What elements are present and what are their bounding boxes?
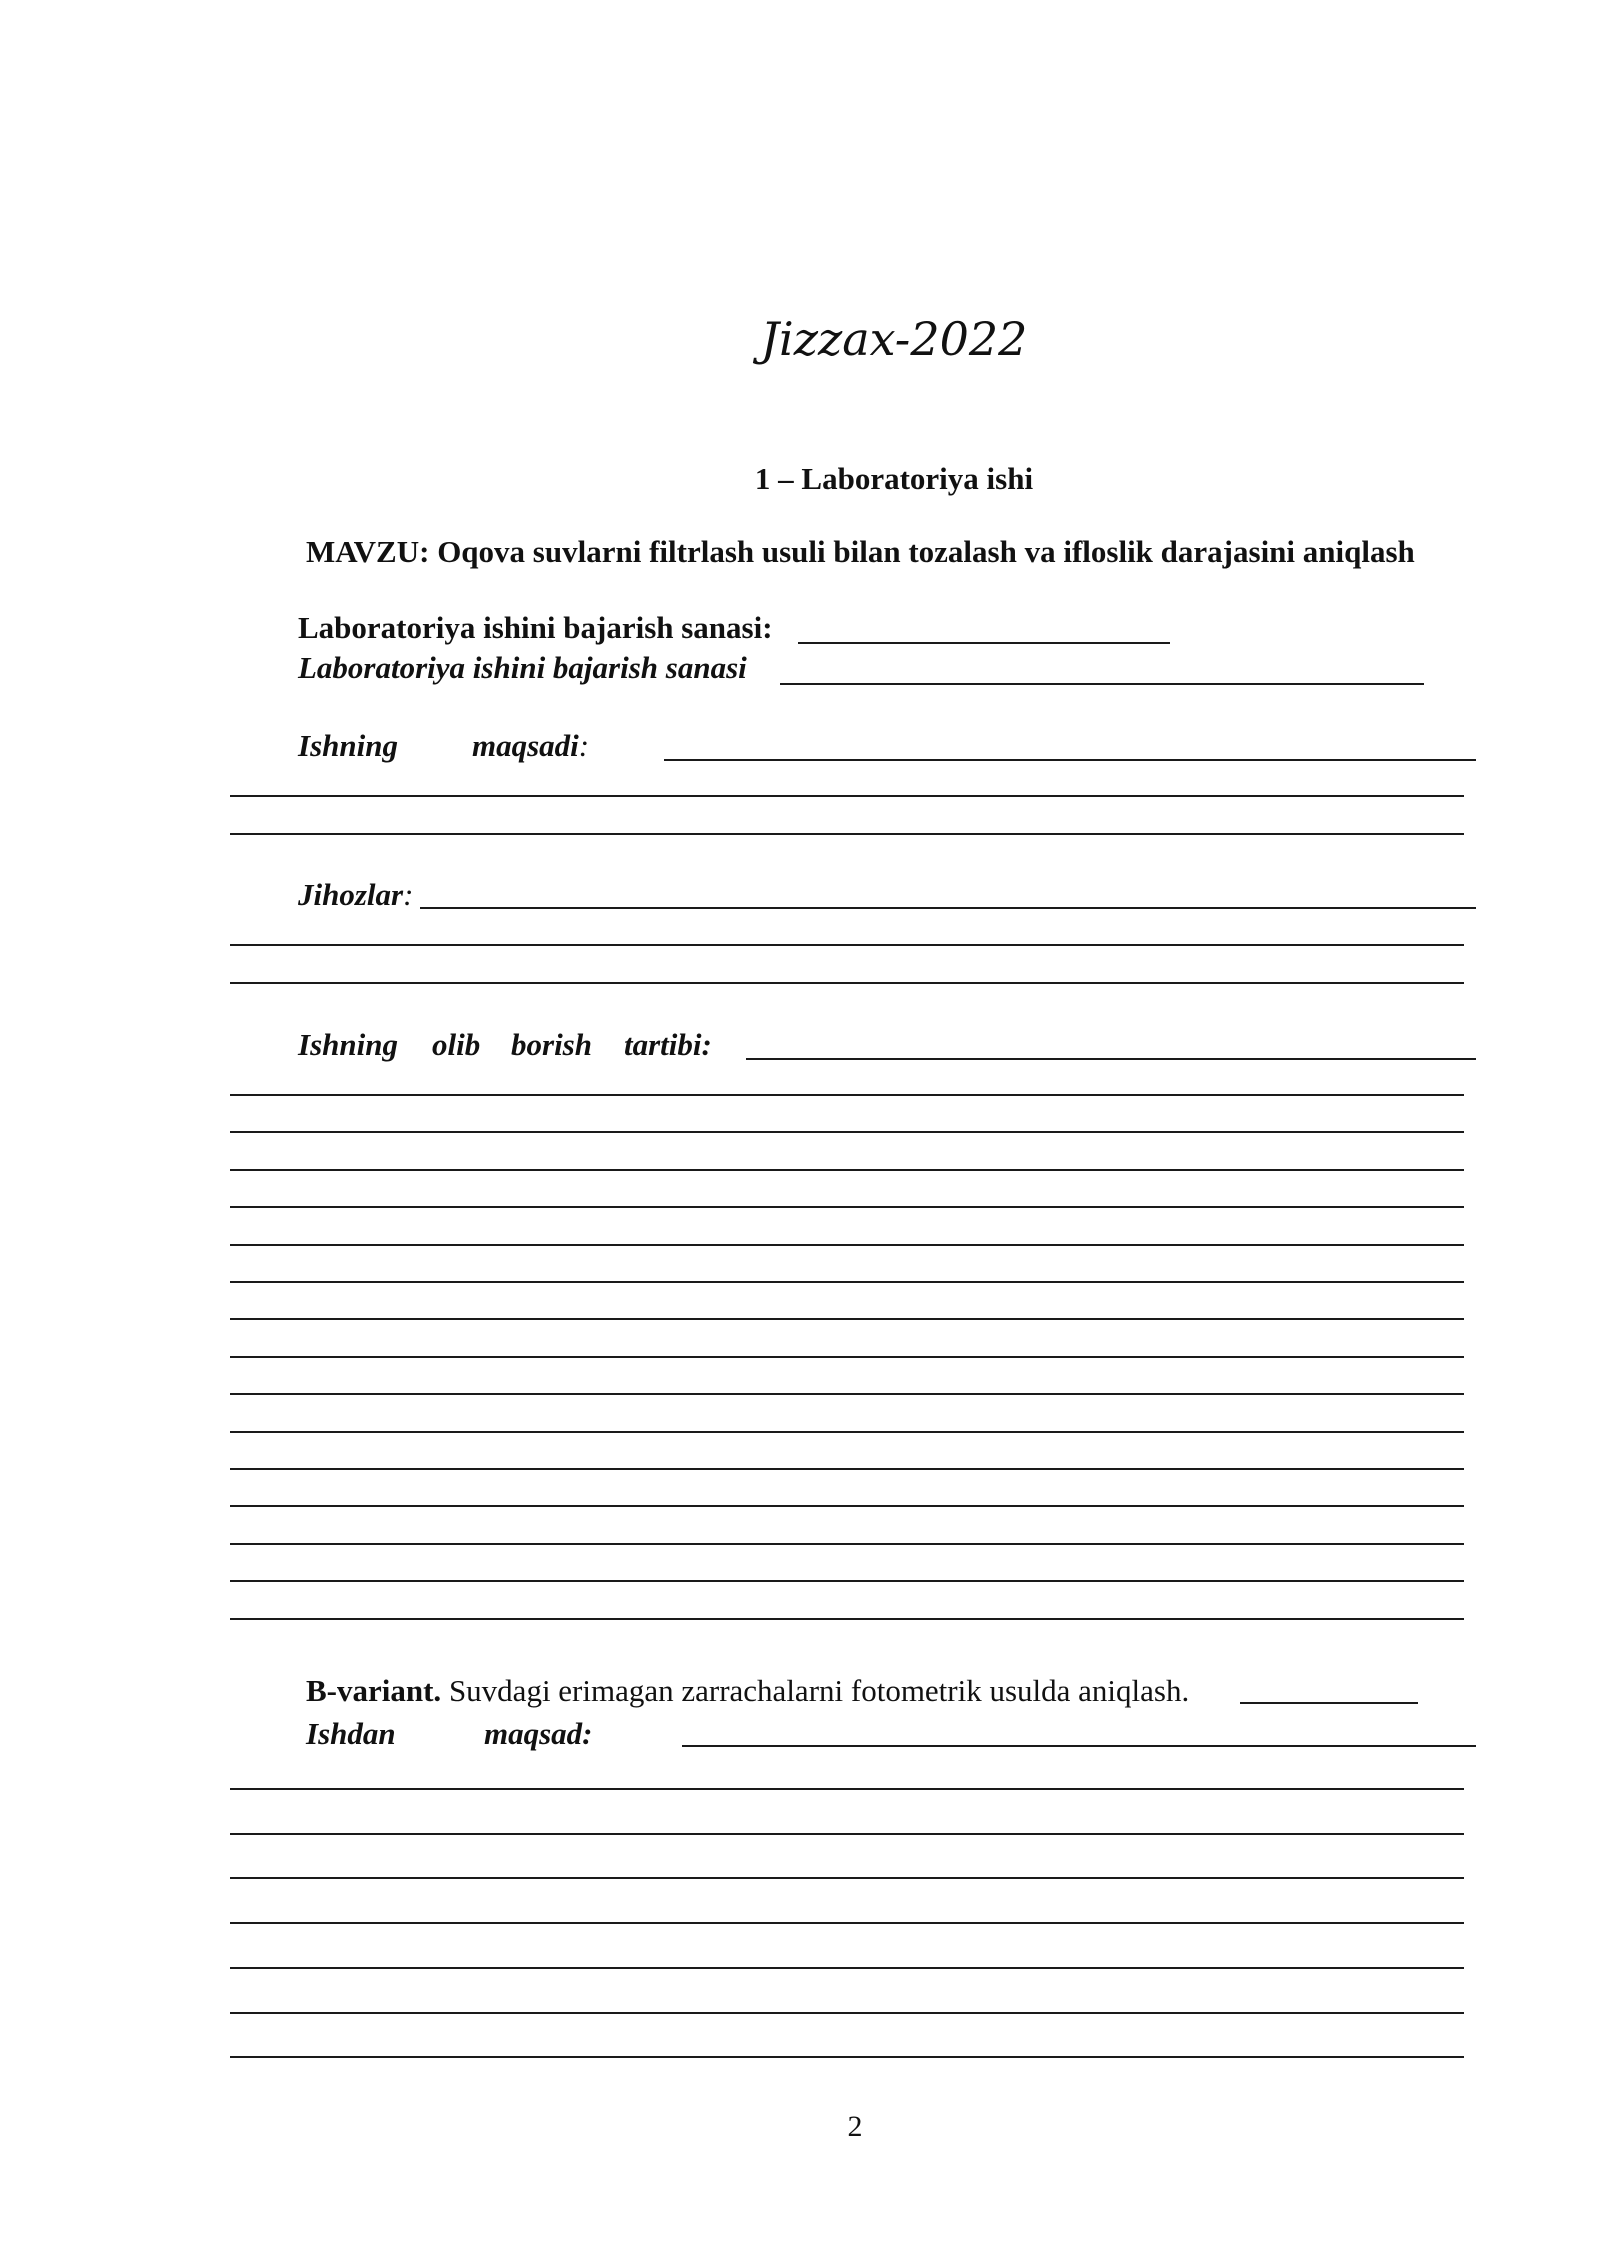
aim-line-7 [230, 2056, 1464, 2058]
procedure-label-word2: olib [432, 1027, 481, 1062]
purpose-label-word2 [472, 728, 589, 764]
date-fill-line-2 [780, 683, 1424, 685]
purpose-line-1 [230, 795, 1464, 797]
procedure-line-8 [230, 1356, 1464, 1358]
procedure-line-1 [230, 1094, 1464, 1096]
aim-line-2 [230, 1833, 1464, 1835]
city-year-title: Jizzax-2022 [760, 312, 1028, 366]
procedure-line-13 [230, 1543, 1464, 1545]
procedure-line-9 [230, 1393, 1464, 1395]
procedure-line-11 [230, 1468, 1464, 1470]
procedure-label-word1: Ishning [298, 1027, 398, 1062]
purpose-label-word1: Ishning [298, 728, 398, 763]
aim-line-3 [230, 1877, 1464, 1879]
aim-label-word2: maqsad: [484, 1716, 593, 1751]
procedure-label-word4: tartibi: [624, 1027, 712, 1062]
purpose-label-text: maqsadi [472, 728, 579, 763]
equipment-line-1 [230, 944, 1464, 946]
procedure-line-12 [230, 1505, 1464, 1507]
variant-b-fill-line [1240, 1702, 1418, 1704]
date-label-bold: Laboratoriya ishini bajarish sanasi: [298, 610, 773, 645]
procedure-line-3 [230, 1169, 1464, 1171]
aim-line-5 [230, 1967, 1464, 1969]
procedure-line-5 [230, 1244, 1464, 1246]
procedure-fill-line [746, 1058, 1476, 1060]
equipment-label [298, 877, 413, 913]
date-label-italic: Laboratoriya ishini bajarish sanasi [298, 650, 747, 685]
procedure-line-10 [230, 1431, 1464, 1433]
topic-text: Oqova suvlarni filtrlash usuli bilan tozalash va ifloslik darajasini aniqlash [437, 534, 1415, 569]
aim-line-6 [230, 2012, 1464, 2014]
equipment-fill-line [420, 907, 1476, 909]
aim-line-1 [230, 1788, 1464, 1790]
topic-line [306, 534, 1415, 570]
aim-label-word1: Ishdan [306, 1716, 396, 1751]
procedure-line-4 [230, 1206, 1464, 1208]
equipment-line-2 [230, 982, 1464, 984]
page-number: 2 [847, 2110, 863, 2143]
topic-label: MAVZU: [306, 534, 430, 569]
variant-b-label: B-variant. [306, 1673, 442, 1708]
procedure-line-2 [230, 1131, 1464, 1133]
equipment-colon: : [403, 877, 414, 912]
aim-fill-line [682, 1745, 1476, 1747]
variant-b-line [306, 1673, 1189, 1709]
aim-line-4 [230, 1922, 1464, 1924]
purpose-fill-line [664, 759, 1476, 761]
equipment-label-text: Jihozlar [298, 877, 404, 912]
lab-work-number: 1 – Laboratoriya ishi [754, 461, 1034, 496]
procedure-line-15 [230, 1618, 1464, 1620]
procedure-line-7 [230, 1318, 1464, 1320]
procedure-label-word3: borish [511, 1027, 592, 1062]
procedure-line-14 [230, 1580, 1464, 1582]
purpose-colon: : [578, 728, 590, 763]
procedure-line-6 [230, 1281, 1464, 1283]
purpose-line-2 [230, 833, 1464, 835]
variant-b-text: Suvdagi erimagan zarrachalarni fotometrik usulda aniqlash. [448, 1673, 1190, 1708]
date-fill-line-1 [798, 642, 1170, 644]
